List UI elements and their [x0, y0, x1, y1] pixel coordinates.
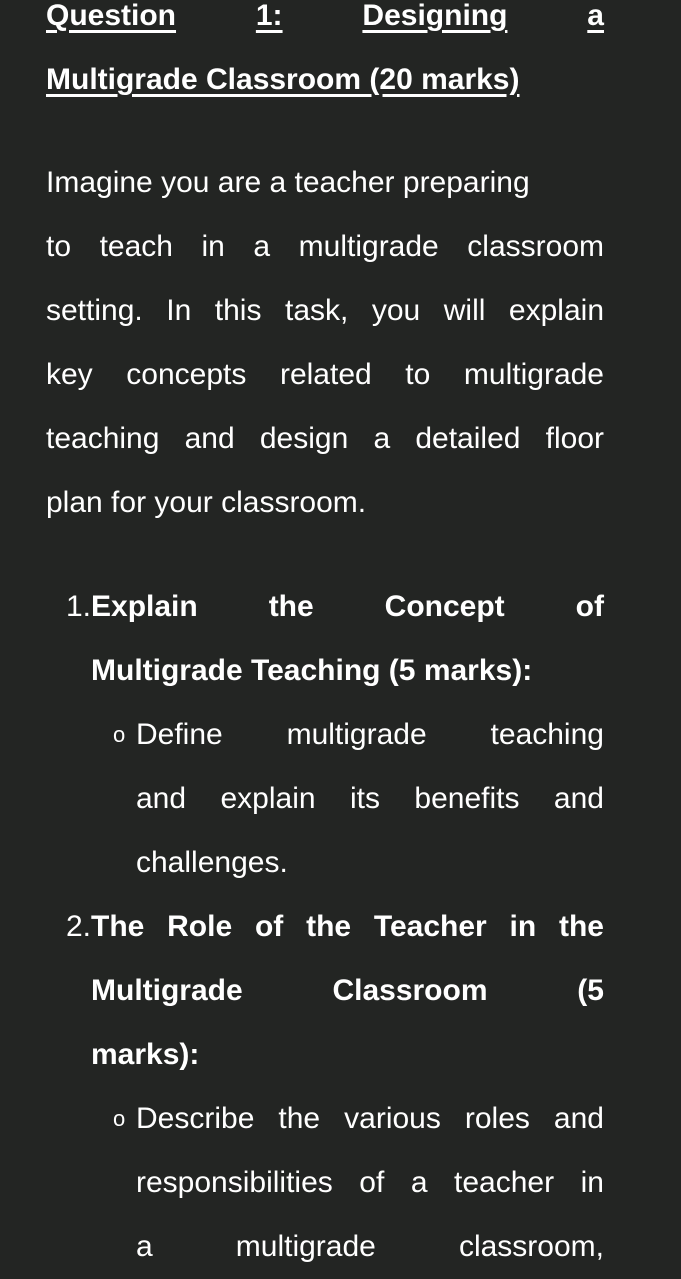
- list-item: [46, 895, 604, 1279]
- sub-word: benefits: [414, 782, 520, 815]
- question-heading: [46, 0, 604, 112]
- sub-word: teacher: [454, 1166, 555, 1199]
- title-word: of: [575, 590, 604, 623]
- item-title: [91, 575, 604, 703]
- intro-line: [46, 215, 604, 279]
- title-word: Concept: [384, 590, 505, 623]
- sub-word: responsibilities: [136, 1166, 333, 1199]
- sub-word: and: [136, 782, 187, 815]
- item-number: 1.: [66, 590, 92, 623]
- document-body: [46, 0, 604, 1279]
- sub-word: and: [553, 782, 604, 815]
- sub-item: [113, 1087, 604, 1279]
- sub-word: of: [359, 1166, 385, 1199]
- task-list: [46, 575, 604, 1279]
- heading-word: Designing: [362, 0, 508, 32]
- sub-line: Describe the various roles and: [136, 1102, 604, 1135]
- sub-line: [136, 1215, 604, 1279]
- list-item: [46, 575, 604, 895]
- sub-line: [136, 1151, 604, 1215]
- title-line: marks):: [91, 1038, 200, 1071]
- hollow-bullet-icon: o: [113, 722, 126, 747]
- sub-word: a: [136, 1230, 153, 1263]
- sub-line: [136, 703, 604, 767]
- intro-line-text: Imagine you are a teacher preparing: [46, 166, 530, 199]
- hollow-bullet-icon: o: [113, 1106, 126, 1131]
- heading-word: 1:: [255, 0, 283, 32]
- sub-line: [136, 767, 604, 831]
- intro-line-text: plan for your classroom.: [46, 486, 367, 519]
- heading-line-2: [46, 48, 604, 112]
- item-title: [91, 895, 604, 1087]
- sub-word: Define: [136, 718, 223, 751]
- title-word: Explain: [91, 590, 198, 623]
- title-word: the: [268, 590, 314, 623]
- intro-line-text: setting. In this task, you will explain: [46, 294, 604, 327]
- title-line: [91, 959, 604, 1023]
- intro-line: [46, 407, 604, 471]
- title-line: The Role of the Teacher in the: [91, 910, 604, 943]
- sub-word: a: [410, 1166, 428, 1199]
- heading-line-1: [46, 0, 604, 48]
- sub-line: challenges.: [136, 846, 288, 879]
- sub-word: multigrade: [235, 1230, 376, 1263]
- intro-line-text: teaching and design a detailed floor: [46, 422, 604, 455]
- intro-line: [46, 343, 604, 407]
- sub-word: classroom,: [458, 1230, 604, 1263]
- title-word: Classroom: [332, 974, 488, 1007]
- title-line: Multigrade Teaching (5 marks):: [91, 654, 533, 687]
- title-word: Multigrade: [91, 974, 243, 1007]
- heading-word: a: [587, 0, 604, 32]
- item-number: 2.: [66, 910, 92, 943]
- sub-word: explain: [220, 782, 316, 815]
- sub-word: teaching: [490, 718, 604, 751]
- title-word: (5: [577, 974, 604, 1007]
- sub-item: [113, 703, 604, 895]
- intro-paragraph: [46, 151, 604, 535]
- sub-word: multigrade: [286, 718, 427, 751]
- sub-word: in: [580, 1166, 604, 1199]
- intro-line-text: key concepts related to multigrade: [46, 358, 604, 391]
- sub-word: its: [349, 782, 380, 815]
- intro-line-text: to teach in a multigrade classroom: [46, 230, 604, 263]
- intro-line: [46, 471, 604, 535]
- intro-line: [46, 279, 604, 343]
- title-line: [91, 575, 604, 639]
- heading-text: Multigrade Classroom (20 marks): [46, 63, 520, 96]
- intro-line: [46, 151, 604, 215]
- heading-word: Question: [46, 0, 177, 32]
